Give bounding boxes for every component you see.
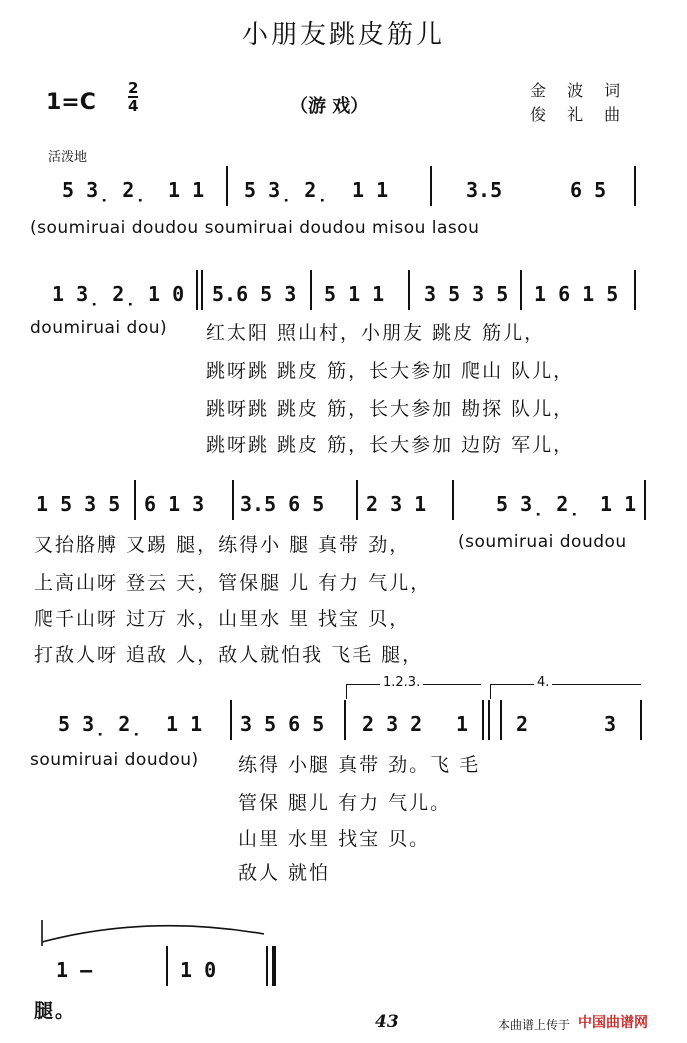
second-ending-label: 4. [534, 675, 552, 690]
note-group: 5 3̣ 2̣ [496, 492, 581, 516]
bar-line [634, 166, 636, 206]
note-group: 5 3̣ 2̣ [244, 178, 329, 202]
time-signature-bottom: 4 [128, 97, 139, 115]
bar-line [520, 270, 522, 310]
note-group: 3.5 [466, 178, 503, 202]
note-group: 1 3̣ 2̣ [52, 282, 137, 306]
second-ending-bracket [490, 684, 641, 699]
note-group: 3 5 3 5 [424, 282, 509, 306]
note-group: 1 1 [168, 178, 205, 202]
repeat-bar [196, 270, 198, 310]
bar-line [356, 480, 358, 520]
verse-3-lyrics: 爬千山呀 过万 水，山里水 里 找宝 贝， [34, 608, 411, 630]
bar-line [634, 270, 636, 310]
note-group: 2 3 2 [362, 712, 423, 736]
bar-line [500, 700, 502, 740]
verse-2-lyrics: 跳呀跳 跳皮 筋，长大参加 爬山 队儿， [206, 360, 575, 382]
bar-line [644, 480, 646, 520]
note-group: 3 [604, 712, 617, 736]
verse-1-lyrics: 红太阳 照山村，小朋友 跳皮 筋儿， [206, 322, 546, 344]
note-group: 1 1 [352, 178, 389, 202]
note-group: 1 5 3 5 [36, 492, 121, 516]
repeat-bar [482, 700, 484, 740]
bar-line [640, 700, 642, 740]
bar-line [408, 270, 410, 310]
final-bar [272, 946, 276, 986]
tempo-marking: 活泼地 [48, 150, 88, 165]
verse-1-lyrics: 又抬胳膊 又踢 腿，练得小 腿 真带 劲， [34, 534, 411, 556]
verse-2-lyrics: 管保 腿儿 有力 气儿。 [238, 792, 452, 814]
note-group: 3 5 6 5 [240, 712, 325, 736]
note-group: 5 3̣ 2̣ [62, 178, 147, 202]
note-group: 6 5 [570, 178, 607, 202]
page-number: 43 [375, 1012, 399, 1032]
note-group: 1 0 [180, 958, 217, 982]
note-group: 5.6 5 3 [212, 282, 297, 306]
key-signature: 1=C [46, 90, 96, 115]
repeat-bar [488, 700, 490, 740]
vocable-lyrics: doumiruai dou) [30, 318, 168, 338]
repeat-bar [201, 270, 203, 310]
bar-line [344, 700, 346, 740]
tie-arc [38, 912, 278, 952]
bar-line [226, 166, 228, 206]
upload-credit: 本曲谱上传于 [498, 1018, 571, 1032]
lyricist-credit: 金 波 词 [530, 81, 629, 100]
vocable-lyrics: (soumiruai doudou [458, 532, 627, 552]
bar-line [166, 946, 168, 986]
time-signature [128, 80, 138, 114]
verse-4-lyrics: 打敌人呀 追敌 人，敌人就怕我 飞毛 腿， [34, 644, 424, 666]
verse-3-lyrics: 山里 水里 找宝 贝。 [238, 828, 431, 850]
first-ending-label: 1.2.3. [380, 675, 423, 690]
verse-4-lyrics: 跳呀跳 跳皮 筋，长大参加 边防 军儿， [206, 434, 575, 456]
time-signature-top: 2 [128, 79, 139, 97]
bar-line [452, 480, 454, 520]
note-group: 1 1 [600, 492, 637, 516]
note-group: 1 [456, 712, 469, 736]
note-group: 1 1 [166, 712, 203, 736]
composer-credit: 俊 礼 曲 [530, 105, 629, 124]
note-group: 1 6 1 5 [534, 282, 619, 306]
song-title: 小朋友跳皮筋儿 [241, 20, 445, 50]
verse-1-lyrics: 练得 小腿 真带 劲。飞 毛 [238, 754, 481, 776]
verse-2-lyrics: 上高山呀 登云 天，管保腿 儿 有力 气儿， [34, 572, 432, 594]
verse-1-lyrics: 腿。 [34, 1000, 77, 1022]
site-logo: 中国曲谱网 [578, 1015, 648, 1031]
note-group: 5 1 1 [324, 282, 385, 306]
bar-line [230, 700, 232, 740]
final-bar [266, 946, 268, 986]
bar-line [310, 270, 312, 310]
note-group: 5 3̣ 2̣ [58, 712, 143, 736]
vocable-lyrics: (soumiruai doudou soumiruai doudou misou lasou [30, 218, 480, 238]
verse-4-lyrics: 敌人 就怕 [238, 862, 331, 884]
note-group: 2 3 1 [366, 492, 427, 516]
bar-line [430, 166, 432, 206]
note-group: 1 0 [148, 282, 185, 306]
note-group: 1 — [56, 958, 93, 982]
bar-line [232, 480, 234, 520]
note-group: 3.5 6 5 [240, 492, 325, 516]
verse-3-lyrics: 跳呀跳 跳皮 筋，长大参加 勘探 队儿， [206, 398, 575, 420]
note-group: 6 1 3 [144, 492, 205, 516]
genre-label: （游 戏） [290, 96, 369, 117]
vocable-lyrics: soumiruai doudou) [30, 750, 199, 770]
note-group: 2 [516, 712, 529, 736]
bar-line [134, 480, 136, 520]
